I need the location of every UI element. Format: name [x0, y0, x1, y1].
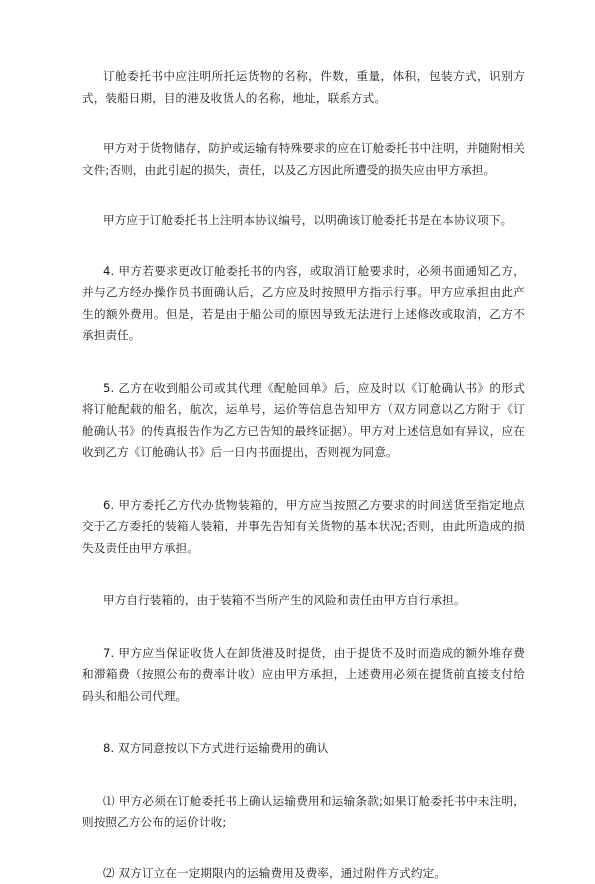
- paragraph-clause-8: 8. 双方同意按以下方式进行运输费用的确认: [82, 738, 525, 760]
- paragraph-clause-8-item-1: ⑴ 甲方必须在订舱委托书上确认运输费用和运输条款;如果订舱委托书中未注明，则按照乙方公布的运价计收;: [82, 791, 525, 834]
- paragraph-special-requirements: 甲方对于货物储存，防护或运输有特殊要求的应在订舱委托书中注明，并随附相关文件;否则，由此引起的损失，责任，以及乙方因此所遭受的损失应由甲方承担。: [82, 138, 525, 181]
- paragraph-agreement-number: 甲方应于订舱委托书上注明本协议编号，以明确该订舱委托书是在本协议项下。: [82, 210, 525, 232]
- paragraph-clause-6: 6. 甲方委托乙方代办货物装箱的，甲方应当按照乙方要求的时间送货至指定地点交于乙方委托的装箱人装箱，并事先告知有关货物的基本状况;否则，由此所造成的损失及责任由甲方承担。: [82, 495, 525, 560]
- paragraph-clause-4: 4. 甲方若要求更改订舱委托书的内容，或取消订舱要求时，必须书面通知乙方，并与乙方经办操作员书面确认后，乙方应及时按照甲方指示行事。甲方应承担由此产生的额外费用。但是，若是由于船公司的原因导致无法进行上述修改或取消，乙方不承担责任。: [82, 261, 525, 347]
- paragraph-clause-5: 5. 乙方在收到船公司或其代理《配舱回单》后，应及时以《订舱确认书》的形式将订舱配载的船名，航次，运单号，运价等信息告知甲方（双方同意以乙方附于《订舱确认书》的传真报告作为乙方已告知的最终证据）。甲方对上述信息如有异议，应在收到乙方《订舱确认书》后一日内书面提出，否则视为同意。: [82, 378, 525, 464]
- paragraph-clause-8-item-2: ⑵ 双方订立在一定期限内的运输费用及费率，通过附件方式约定。: [82, 863, 525, 884]
- paragraph-booking-contents: 订舱委托书中应注明所托运货物的名称，件数，重量，体积，包装方式，识别方式，装船日期，目的港及收货人的名称，地址，联系方式。: [82, 66, 525, 109]
- paragraph-self-packing: 甲方自行装箱的，由于装箱不当所产生的风险和责任由甲方自行承担。: [82, 590, 525, 612]
- paragraph-clause-7: 7. 甲方应当保证收货人在卸货港及时提货，由于提货不及时而造成的额外堆存费和滞箱费（按照公布的费率计收）应由甲方承担，上述费用必须在提货前直接支付给码头和船公司代理。: [82, 643, 525, 708]
